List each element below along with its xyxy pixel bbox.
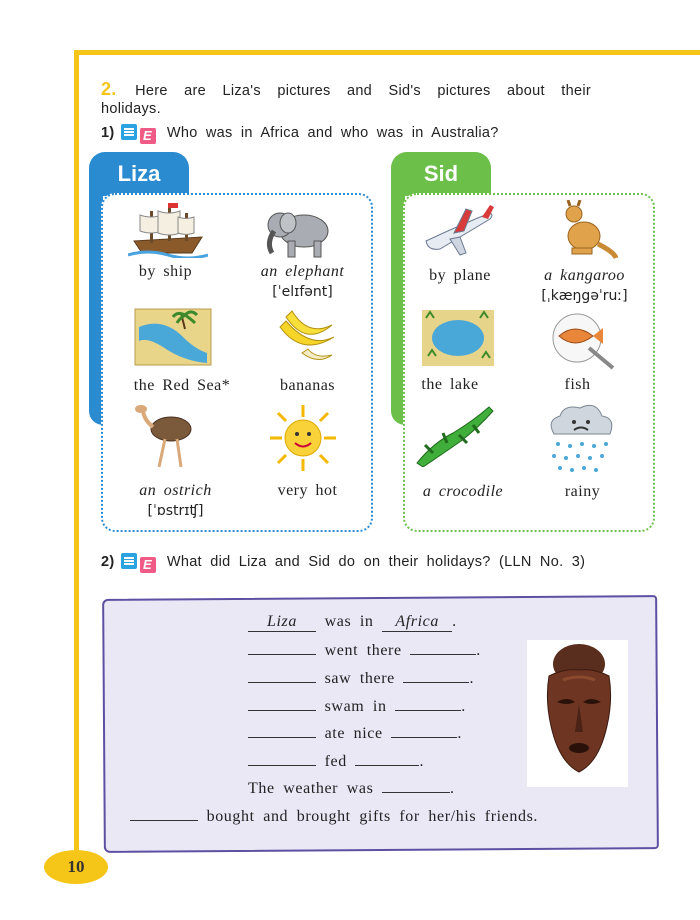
liza-item-ipa: [ˈelɪfənt] (272, 284, 333, 300)
liza-item-label: the Red Sea* (133, 377, 231, 394)
page-number: 10 (44, 850, 108, 884)
sid-item-label: the lake (421, 376, 479, 393)
e-icon: E (140, 128, 156, 144)
fill-line-6-text: fed (324, 753, 347, 770)
african-mask-icon (527, 640, 628, 787)
exercise-intro-text: Here are Liza's pictures and Sid's pictures about their holidays. (101, 83, 591, 117)
liza-item-elephant (245, 263, 360, 300)
period: . (461, 698, 466, 715)
liza-item-ostrich (118, 482, 233, 519)
fill-line-6 (248, 751, 424, 771)
fill-line-5 (248, 723, 462, 743)
exercise-number: 2. (101, 79, 117, 99)
plane-icon (420, 205, 496, 257)
exercise-intro (101, 80, 591, 118)
fill-line-1 (248, 613, 457, 632)
e-icon: E (140, 557, 156, 573)
bananas-icon (272, 307, 340, 369)
sid-item-ipa: [ˌkæŋgəˈruː] (541, 288, 628, 304)
sid-item-label: by plane (429, 267, 491, 284)
task-1-number: 1) (101, 125, 115, 141)
rain-cloud-icon (542, 400, 618, 474)
list-icon (121, 124, 137, 140)
fill-line-5-text: ate nice (324, 725, 383, 742)
task-2-number: 2) (101, 554, 115, 570)
liza-item-red-sea (112, 377, 252, 395)
blank[interactable] (248, 723, 316, 738)
blank[interactable] (382, 778, 450, 793)
red-sea-map-icon (133, 307, 213, 367)
elephant-icon (262, 207, 334, 259)
blank[interactable] (410, 640, 476, 655)
task-1-text: Who was in Africa and who was in Australia? (166, 125, 499, 141)
liza-item-label: an ostrich (139, 482, 212, 499)
fill-line-8-text: bought and brought gifts for her/his friends. (206, 808, 539, 825)
blank[interactable] (248, 751, 316, 766)
blank[interactable] (395, 696, 461, 711)
liza-tab: Liza (89, 152, 189, 196)
sid-item-lake (410, 376, 490, 394)
sun-icon (268, 403, 338, 473)
task-1 (101, 124, 499, 144)
task-2 (101, 553, 591, 573)
blank[interactable] (355, 751, 419, 766)
blank[interactable] (403, 668, 469, 683)
fill-line-7-text: The weather was (248, 780, 374, 797)
blank[interactable] (248, 668, 316, 683)
liza-item-ipa: [ˈɒstrɪʧ] (147, 503, 204, 519)
liza-item-bananas (255, 377, 360, 395)
lake-icon (420, 308, 496, 368)
liza-item-very-hot (255, 482, 360, 500)
fish-icon (545, 308, 617, 370)
period: . (476, 642, 481, 659)
sid-item-label: a crocodile (422, 483, 504, 500)
blank[interactable] (248, 696, 316, 711)
period: . (457, 725, 462, 742)
fill-line-2 (248, 640, 481, 660)
fill-line-2-text: went there (324, 642, 402, 659)
fill-line-8 (130, 806, 538, 826)
sid-item-kangaroo (522, 267, 647, 304)
blank[interactable] (248, 640, 316, 655)
period: . (469, 670, 475, 687)
sid-item-plane (410, 267, 510, 285)
period: . (450, 780, 455, 797)
liza-item-label: very hot (277, 482, 338, 499)
fill-line-1-text: was in (324, 613, 374, 630)
fill-line-3-text: saw there (324, 670, 395, 687)
mask-picture-card (527, 640, 628, 787)
sid-item-label: rainy (564, 483, 601, 500)
sid-item-label: fish (564, 376, 591, 393)
sid-item-label: a kangaroo (544, 267, 625, 284)
blank[interactable] (130, 806, 198, 821)
page-border-left (74, 50, 79, 860)
sid-item-fish (540, 376, 615, 394)
period: . (452, 613, 457, 630)
liza-item-label: bananas (279, 377, 336, 394)
list-icon (121, 553, 137, 569)
liza-item-label: by ship (138, 263, 193, 280)
task-2-text: What did Liza and Sid do on their holidays? (LLN No. 3) (166, 554, 586, 570)
ship-icon (128, 203, 208, 258)
page-border-top (74, 50, 700, 55)
kangaroo-icon (548, 200, 618, 260)
blank[interactable] (391, 723, 457, 738)
fill-line-7 (248, 778, 455, 798)
answer-place: Africa (382, 613, 452, 632)
fill-line-4-text: swam in (324, 698, 387, 715)
sid-item-crocodile (408, 483, 518, 501)
period: . (419, 753, 425, 770)
sid-tab: Sid (391, 152, 491, 196)
crocodile-icon (413, 403, 495, 467)
ostrich-icon (125, 405, 197, 469)
liza-item-label: an elephant (260, 263, 345, 280)
fill-line-4 (248, 696, 466, 716)
fill-line-3 (248, 668, 474, 688)
liza-item-ship (118, 263, 213, 281)
answer-name: Liza (248, 613, 316, 632)
sid-item-rainy (545, 483, 620, 501)
